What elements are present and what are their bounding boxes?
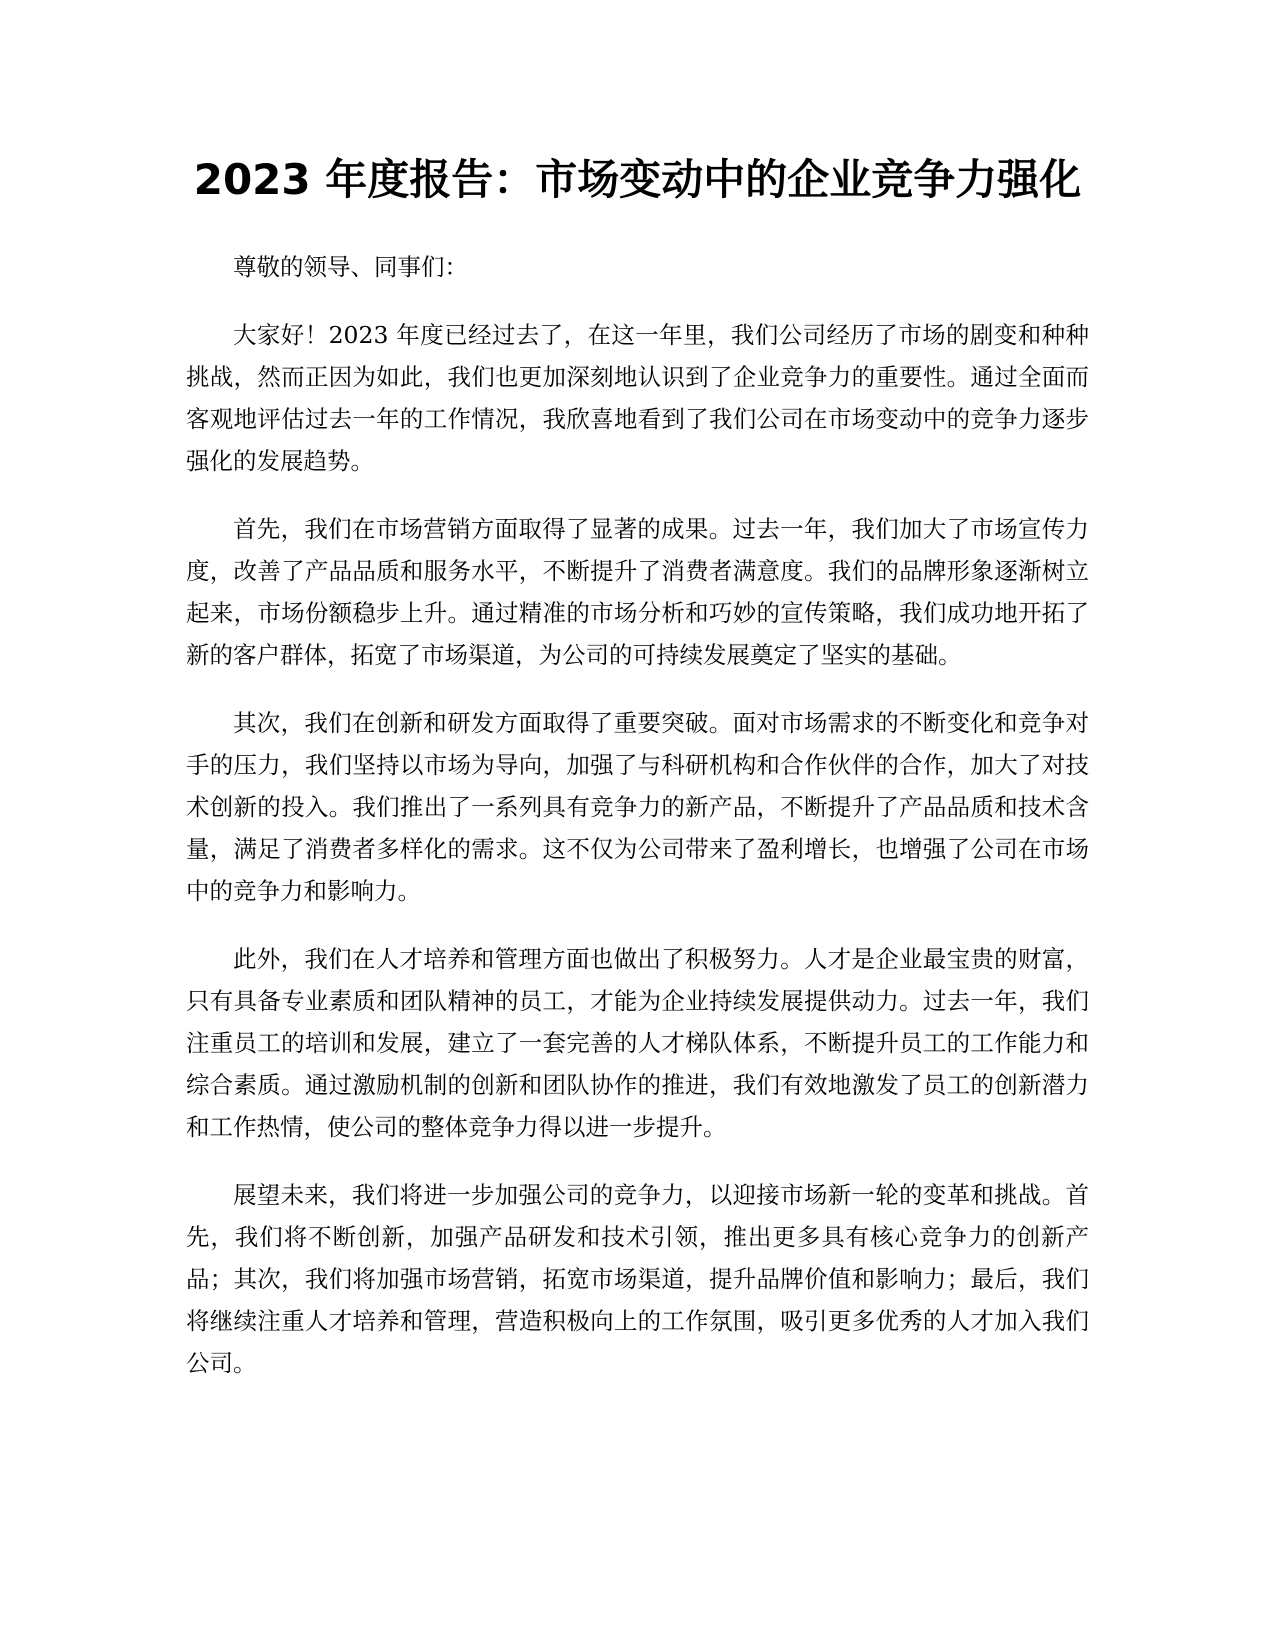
paragraph-3: 其次，我们在创新和研发方面取得了重要突破。面对市场需求的不断变化和竞争对手的压力，我们坚持以市场为导向，加强了与科研机构和合作伙伴的合作，加大了对技术创新的投入。我们推出了一系列具有竞争力的新产品，不断提升了产品品质和技术含量，满足了消费者多样化的需求。这不仅为公司带来了盈利增长，也增强了公司在市场中的竞争力和影响力。 — [186, 709, 1089, 905]
document-title: 2023 年度报告：市场变动中的企业竞争力强化 — [193, 155, 1082, 204]
document-page — [186, 140, 1089, 1410]
paragraph-1: 大家好！2023 年度已经过去了，在这一年里，我们公司经历了市场的剧变和种种挑战，然而正因为如此，我们也更加深刻地认识到了企业竞争力的重要性。通过全面而客观地评估过去一年的工作情况，我欣喜地看到了我们公司在市场变动中的竞争力逐步强化的发展趋势。 — [186, 321, 1089, 475]
paragraph-4: 此外，我们在人才培养和管理方面也做出了积极努力。人才是企业最宝贵的财富，只有具备专业素质和团队精神的员工，才能为企业持续发展提供动力。过去一年，我们注重员工的培训和发展，建立了一套完善的人才梯队体系，不断提升员工的工作能力和综合素质。通过激励机制的创新和团队协作的推进，我们有效地激发了员工的创新潜力和工作热情，使公司的整体竞争力得以进一步提升。 — [186, 945, 1089, 1141]
paragraph-5: 展望未来，我们将进一步加强公司的竞争力，以迎接市场新一轮的变革和挑战。首先，我们将不断创新，加强产品研发和技术引领，推出更多具有核心竞争力的创新产品；其次，我们将加强市场营销，拓宽市场渠道，提升品牌价值和影响力；最后，我们将继续注重人才培养和管理，营造积极向上的工作氛围，吸引更多优秀的人才加入我们公司。 — [186, 1181, 1089, 1377]
salutation: 尊敬的领导、同事们： — [233, 253, 468, 281]
paragraph-2: 首先，我们在市场营销方面取得了显著的成果。过去一年，我们加大了市场宣传力度，改善了产品品质和服务水平，不断提升了消费者满意度。我们的品牌形象逐渐树立起来，市场份额稳步上升。通过精准的市场分析和巧妙的宣传策略，我们成功地开拓了新的客户群体，拓宽了市场渠道，为公司的可持续发展奠定了坚实的基础。 — [186, 515, 1089, 669]
